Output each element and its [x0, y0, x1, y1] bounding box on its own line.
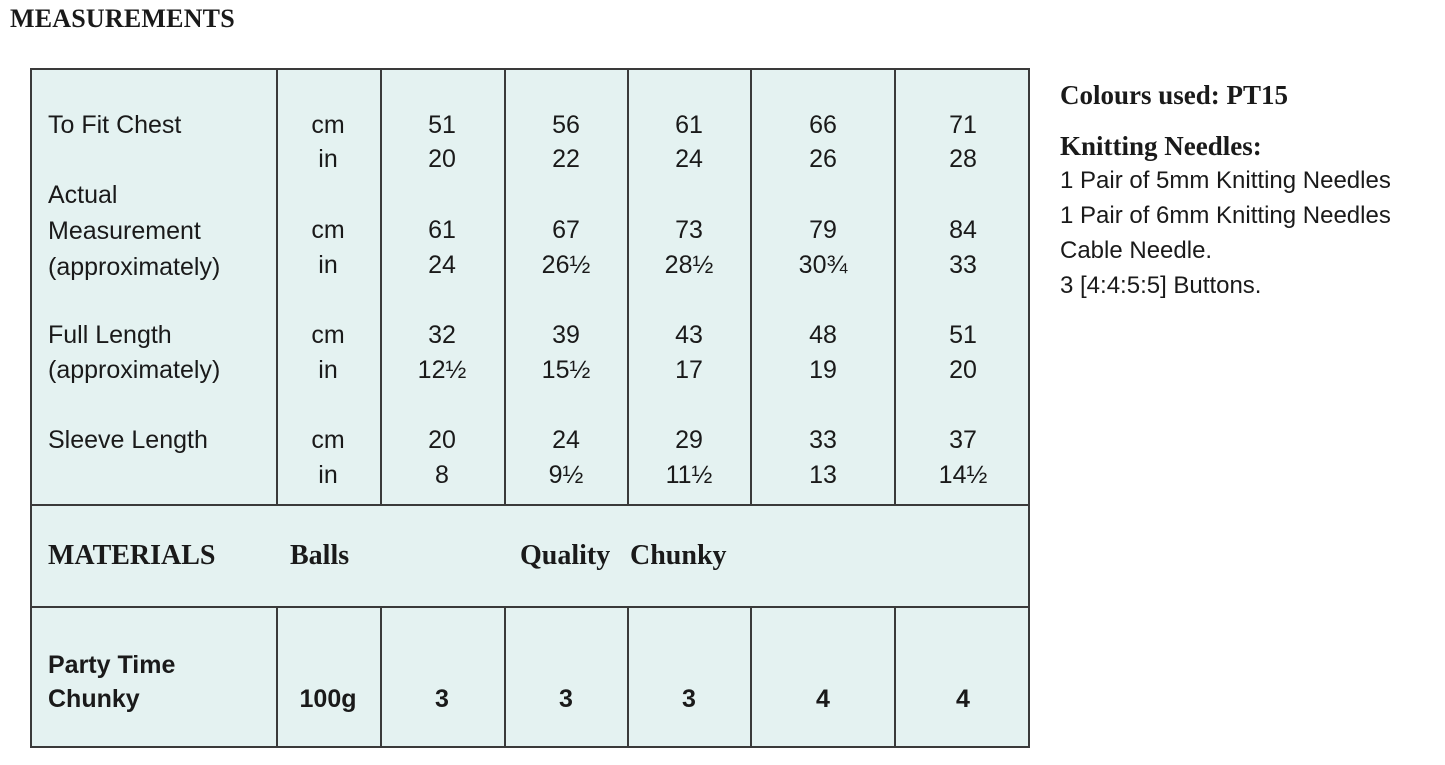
grid-line: [380, 608, 382, 748]
needle-line: 1 Pair of 6mm Knitting Needles: [1060, 202, 1391, 229]
unit-in: in: [318, 461, 338, 489]
value-cell: 32: [428, 321, 456, 349]
grid-line: [750, 70, 752, 506]
value-cell: 24: [552, 426, 580, 454]
value-cell: 51: [428, 111, 456, 139]
value-cell: 9½: [548, 461, 584, 489]
value-cell: 66: [809, 111, 837, 139]
unit-in: in: [318, 145, 338, 173]
value-cell: 13: [809, 461, 837, 489]
value-cell: 24: [675, 145, 703, 173]
value-cell: 37: [949, 426, 977, 454]
value-cell: 30¾: [798, 251, 848, 279]
value-cell: 48: [809, 321, 837, 349]
value-cell: 28: [949, 145, 977, 173]
grid-line: [32, 606, 1028, 608]
value-cell: 11½: [665, 461, 713, 489]
measurements-table: [30, 68, 1030, 748]
needle-line: Cable Needle.: [1060, 237, 1213, 264]
value-cell: 26: [809, 145, 837, 173]
value-cell: 73: [675, 216, 703, 244]
materials-chunky: Chunky: [630, 540, 727, 571]
materials-title: MATERIALS: [48, 540, 216, 571]
row-label-actual: Actual Measurement (approximately): [48, 181, 221, 281]
value-cell: 20: [428, 426, 456, 454]
grid-line: [504, 70, 506, 506]
value-cell: 33: [809, 426, 837, 454]
colours-used: Colours used: PT15: [1060, 80, 1289, 110]
value-cell: 14½: [938, 461, 988, 489]
value-cell: 17: [675, 356, 703, 384]
yarn-count: 4: [956, 685, 970, 713]
value-cell: 24: [428, 251, 456, 279]
yarn-count: 3: [435, 685, 449, 713]
value-cell: 61: [428, 216, 456, 244]
value-cell: 8: [435, 461, 449, 489]
yarn-name: Party Time Chunky: [48, 651, 176, 713]
yarn-count: 4: [816, 685, 830, 713]
buttons-line: 3 [4:4:5:5] Buttons.: [1060, 272, 1262, 299]
grid-line: [894, 70, 896, 506]
materials-quality: Quality: [520, 540, 611, 571]
value-cell: 20: [949, 356, 977, 384]
value-cell: 67: [552, 216, 580, 244]
grid-line: [276, 70, 278, 748]
value-cell: 43: [675, 321, 703, 349]
yarn-weight: 100g: [299, 685, 357, 713]
value-cell: 20: [428, 145, 456, 173]
grid-line: [380, 70, 382, 506]
grid-line: [627, 70, 629, 506]
grid-line: [32, 504, 1028, 506]
row-label-sleeve: Sleeve Length: [48, 426, 208, 454]
value-cell: 19: [809, 356, 837, 384]
value-cell: 71: [949, 111, 977, 139]
unit-cm: cm: [311, 426, 345, 454]
unit-in: in: [318, 251, 338, 279]
value-cell: 22: [552, 145, 580, 173]
value-cell: 15½: [541, 356, 591, 384]
value-cell: 28½: [664, 251, 714, 279]
value-cell: 61: [675, 111, 703, 139]
unit-in: in: [318, 356, 338, 384]
value-cell: 12½: [417, 356, 467, 384]
value-cell: 56: [552, 111, 580, 139]
materials-balls: Balls: [290, 540, 350, 571]
grid-line: [750, 608, 752, 748]
grid-line: [627, 608, 629, 748]
unit-cm: cm: [311, 216, 345, 244]
value-cell: 39: [552, 321, 580, 349]
yarn-count: 3: [559, 685, 573, 713]
value-cell: 33: [949, 251, 977, 279]
page-heading: MEASUREMENTS: [10, 4, 235, 33]
value-cell: 29: [675, 426, 703, 454]
yarn-count: 3: [682, 685, 696, 713]
needle-line: 1 Pair of 5mm Knitting Needles: [1060, 167, 1391, 194]
unit-cm: cm: [311, 111, 345, 139]
grid-line: [894, 608, 896, 748]
row-label-full-length: Full Length (approximately): [48, 321, 221, 384]
value-cell: 51: [949, 321, 977, 349]
value-cell: 79: [809, 216, 837, 244]
side-notes: [1060, 78, 1391, 303]
grid-line: [504, 608, 506, 748]
value-cell: 26½: [541, 251, 591, 279]
needles-title: Knitting Needles:: [1060, 131, 1262, 161]
unit-cm: cm: [311, 321, 345, 349]
row-label-chest: To Fit Chest: [48, 111, 182, 139]
value-cell: 84: [949, 216, 977, 244]
